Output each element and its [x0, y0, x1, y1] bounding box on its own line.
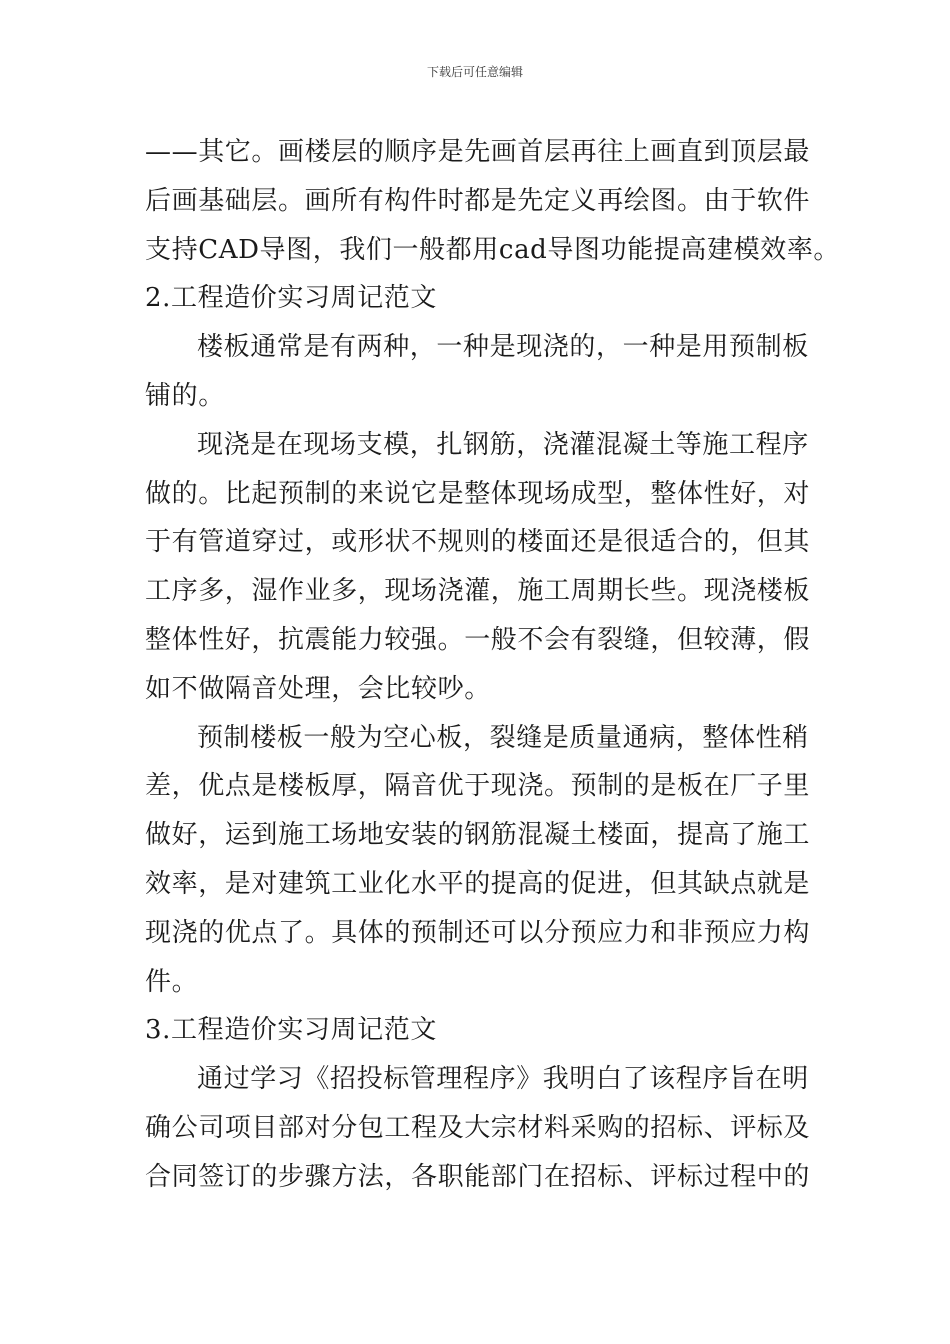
text-line: 做的。比起预制的来说它是整体现场成型，整体性好，对: [145, 478, 811, 509]
text-line: 确公司项目部对分包工程及大宗材料采购的招标、评标及: [145, 1112, 811, 1143]
paragraph-first-line: 通过学习《招投标管理程序》我明白了该程序旨在明: [197, 1064, 809, 1095]
text-line: 工序多，湿作业多，现场浇灌，施工周期长些。现浇楼板: [145, 576, 811, 607]
text-line: 于有管道穿过，或形状不规则的楼面还是很适合的，但其: [145, 527, 811, 558]
text-line: 差，优点是楼板厚，隔音优于现浇。预制的是板在厂子里: [145, 771, 811, 802]
text-line: 合同签订的步骤方法，各职能部门在招标、评标过程中的: [145, 1161, 811, 1192]
paragraph-first-line: 现浇是在现场支模，扎钢筋，浇灌混凝土等施工程序: [197, 429, 809, 460]
text-line: 后画基础层。画所有构件时都是先定义再绘图。由于软件: [145, 185, 811, 216]
text-line: 整体性好，抗震能力较强。一般不会有裂缝，但较薄，假: [145, 624, 811, 655]
document-body: [145, 128, 841, 1202]
text-line: 如不做隔音处理，会比较吵。: [145, 673, 491, 704]
paragraph-first-line: 楼板通常是有两种，一种是现浇的，一种是用预制板: [197, 332, 809, 363]
text-line: 支持CAD导图，我们一般都用cad导图功能提高建模效率。: [145, 234, 841, 265]
text-line: 现浇的优点了。具体的预制还可以分预应力和非预应力构: [145, 917, 811, 948]
header-note: 下载后可任意编辑: [426, 65, 523, 79]
section-heading: 3.工程造价实习周记范文: [145, 1015, 438, 1046]
text-line: 做好，运到施工场地安装的钢筋混凝土楼面，提高了施工: [145, 820, 811, 851]
section-heading: 2.工程造价实习周记范文: [145, 283, 438, 314]
text-line: ——其它。画楼层的顺序是先画首层再往上画直到顶层最: [145, 137, 811, 167]
paragraph-first-line: 预制楼板一般为空心板，裂缝是质量通病，整体性稍: [197, 722, 809, 753]
text-line: 铺的。: [145, 380, 225, 411]
text-line: 件。: [145, 966, 199, 997]
text-line: 效率，是对建筑工业化水平的提高的促进，但其缺点就是: [145, 868, 811, 899]
